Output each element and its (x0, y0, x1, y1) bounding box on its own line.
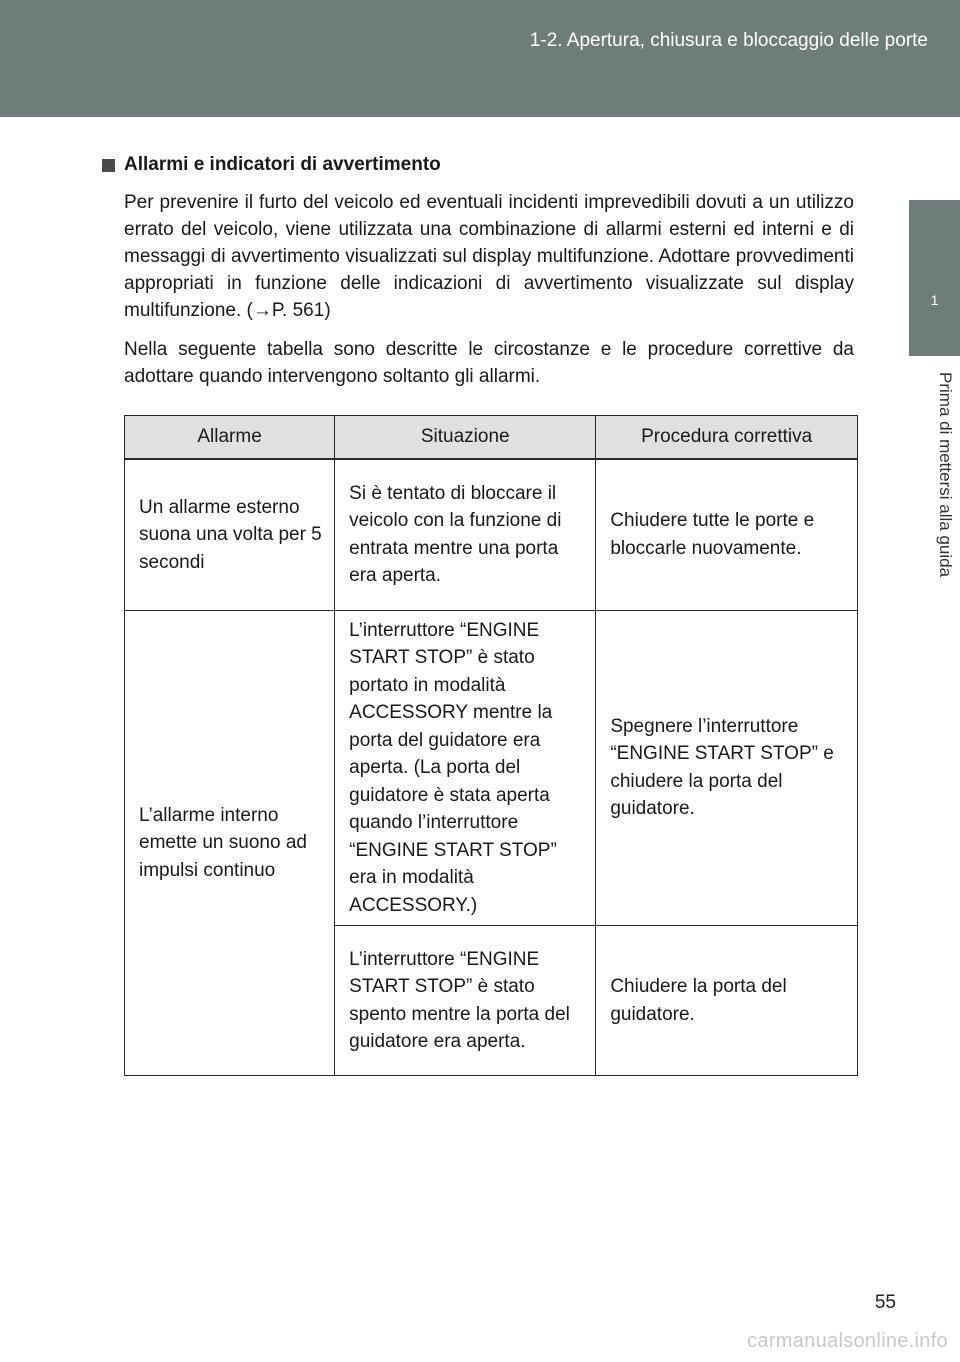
action-cell: Chiudere tutte le porte e bloccarle nuovamente. (596, 459, 858, 610)
alarms-section (102, 154, 854, 402)
chapter-side-tab (909, 200, 960, 356)
situation-cell: Si è tentato di bloccare il veicolo con la funzione di entrata mentre una porta era aperta. (335, 459, 596, 610)
watermark: carmanualsonline.info (747, 1330, 948, 1352)
table-intro-paragraph: Nella seguente tabella sono descritte le circostanze e le procedure correttive da adottare quando intervengono soltanto gli allarmi. (124, 339, 854, 387)
section-heading (102, 154, 854, 176)
intro-paragraph: Per prevenire il furto del veicolo ed eventuali incidenti imprevedibili dovuti a un utilizzo errato del veicolo, viene utilizzata una combinazione di allarmi esterni ed interni e di messaggi di avvertimento visualizzati sul display multifunzione. Adottare provvedimenti appropriati in funzione delle indicazioni di avvertimento visualizzate sul display multifunzione. (→P. 561) (124, 192, 854, 321)
square-bullet-icon (102, 159, 115, 172)
table-row (125, 459, 858, 610)
column-header-alarm: Allarme (125, 416, 335, 460)
alarm-cell: L’allarme interno emette un suono ad impulsi continuo (125, 610, 335, 1076)
alarm-cell: Un allarme esterno suona una volta per 5 secondi (125, 459, 335, 610)
chapter-side-label: Prima di mettersi alla guida (936, 372, 955, 578)
column-header-action: Procedura correttiva (596, 416, 858, 460)
header-band (0, 0, 960, 117)
alarm-table (124, 415, 858, 1076)
page-number: 55 (874, 1292, 896, 1313)
situation-cell: L’interruttore “ENGINE START STOP” è stato spento mentre la porta del guidatore era aperta. (335, 926, 596, 1076)
chapter-title: 1-2. Apertura, chiusura e bloccaggio delle porte (529, 30, 928, 51)
situation-cell: L’interruttore “ENGINE START STOP” è stato portato in modalità ACCESSORY mentre la porta del guidatore era aperta. (La porta del guidatore è stata aperta quando l’interruttore “ENGINE START STOP” era in modalità ACCESSORY.) (335, 610, 596, 926)
action-cell: Chiudere la porta del guidatore. (596, 926, 858, 1076)
section-heading-text: Allarmi e indicatori di avvertimento (124, 154, 441, 175)
column-header-situation: Situazione (335, 416, 596, 460)
table-header-row (125, 416, 858, 460)
table-row (125, 610, 858, 926)
chapter-number: 1 (930, 292, 939, 308)
action-cell: Spegnere l’interruttore “ENGINE START STOP” e chiudere la porta del guidatore. (596, 610, 858, 926)
